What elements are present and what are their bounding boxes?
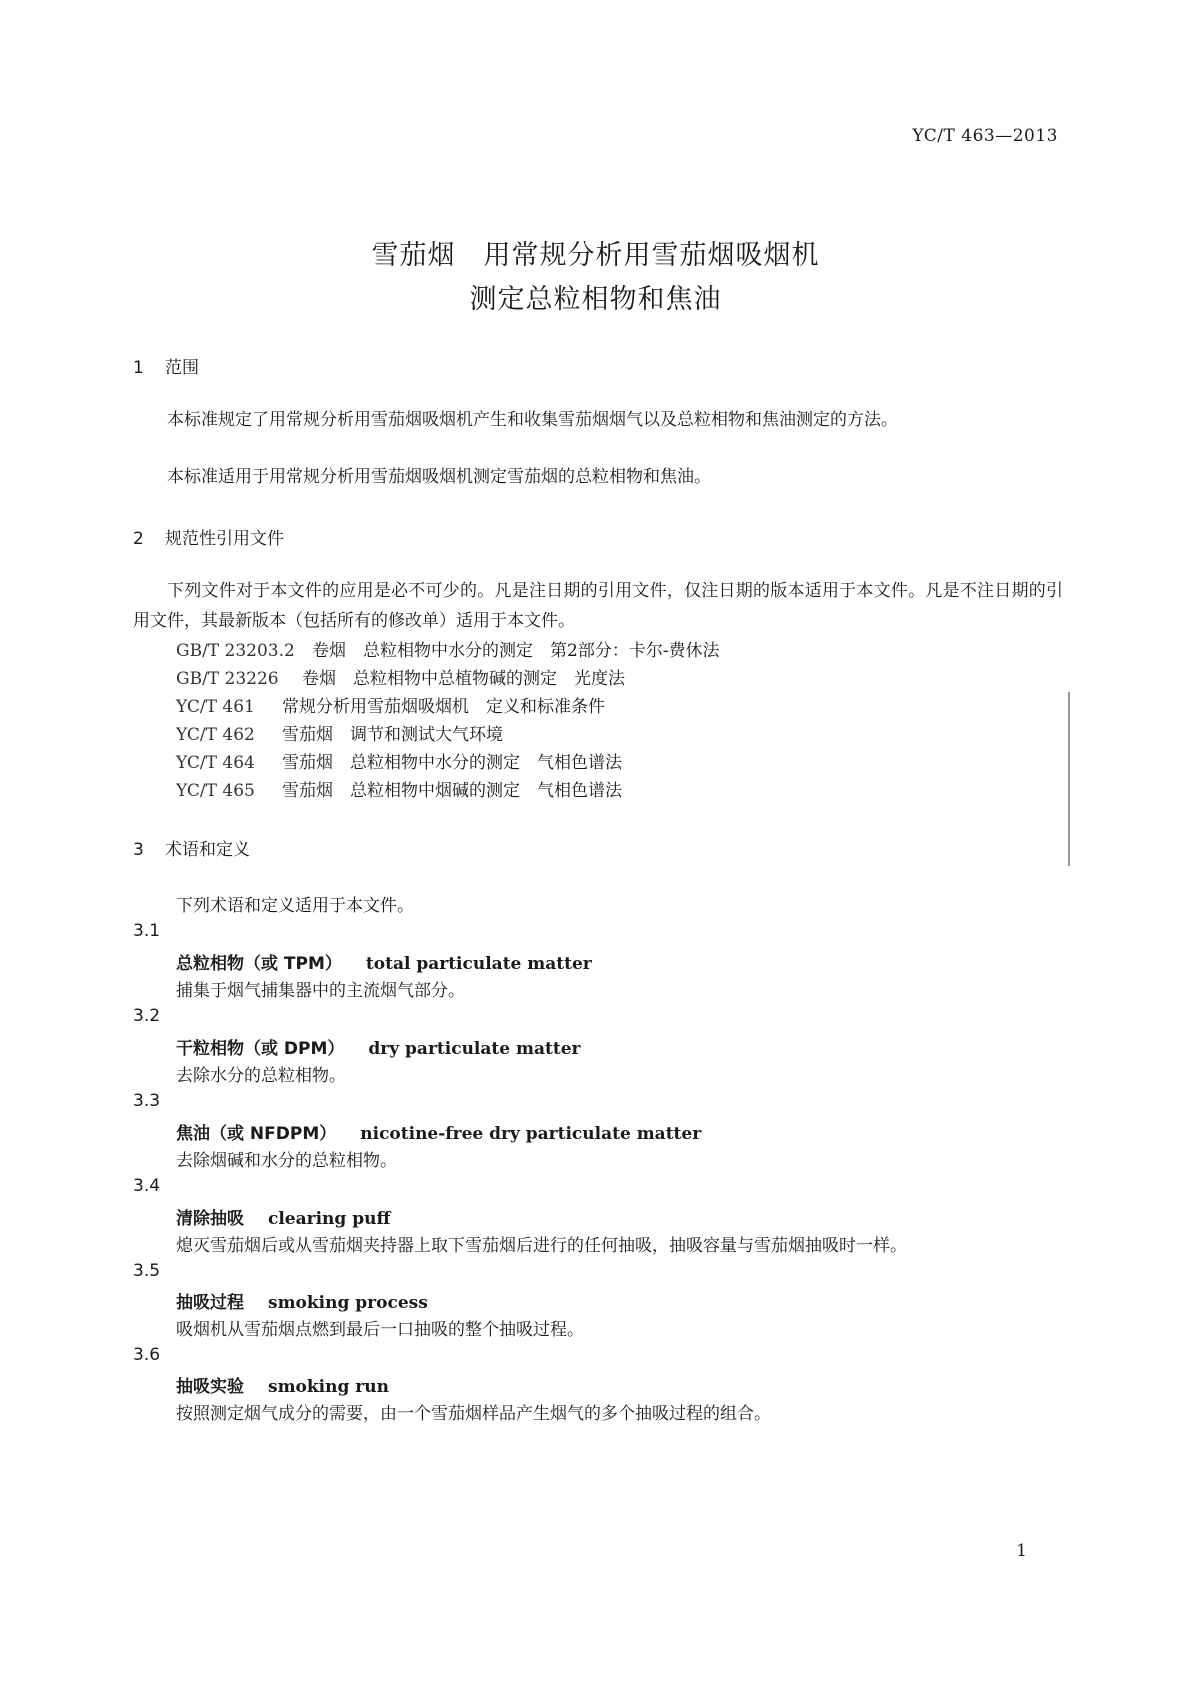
section-title: 规范性引用文件 <box>165 529 284 549</box>
reference-item <box>176 636 720 661</box>
term-english: smoking process <box>268 1293 428 1313</box>
section-heading-terms-definitions <box>133 835 250 860</box>
term-number: 3.3 <box>133 1091 161 1111</box>
page-number: 1 <box>1016 1541 1027 1561</box>
term-number: 3.6 <box>133 1345 161 1365</box>
term-definition: 吸烟机从雪茄烟点燃到最后一口抽吸的整个抽吸过程。 <box>176 1320 584 1340</box>
references-intro: 下列文件对于本文件的应用是必不可少的。凡是注日期的引用文件，仅注日期的版本适用于本文件。凡是不注日期的引用文件，其最新版本（包括所有的修改单）适用于本文件。 <box>133 581 1063 631</box>
reference-title: 卷烟 总粒相物中水分的测定 第2部分：卡尔-费休法 <box>312 641 720 661</box>
term-english: total particulate matter <box>365 954 592 974</box>
section-number: 2 <box>133 529 144 549</box>
term-definition: 熄灭雪茄烟后或从雪茄烟夹持器上取下雪茄烟后进行的任何抽吸，抽吸容量与雪茄烟抽吸时一样。 <box>176 1236 907 1256</box>
reference-item <box>176 692 605 717</box>
section-title: 范围 <box>165 358 199 378</box>
reference-code: YC/T 465 <box>176 781 255 801</box>
term-definition: 去除烟碱和水分的总粒相物。 <box>176 1151 397 1171</box>
section-number: 1 <box>133 358 144 378</box>
reference-item <box>176 664 625 689</box>
term-heading <box>176 1288 428 1313</box>
reference-code: YC/T 462 <box>176 725 255 745</box>
term-number: 3.4 <box>133 1176 161 1196</box>
scope-paragraph-1: 本标准规定了用常规分析用雪茄烟吸烟机产生和收集雪茄烟烟气以及总粒相物和焦油测定的方法。 <box>167 410 898 430</box>
reference-code: YC/T 461 <box>176 697 255 717</box>
section-heading-normative-references <box>133 524 284 549</box>
term-number: 3.5 <box>133 1261 161 1281</box>
terms-intro: 下列术语和定义适用于本文件。 <box>176 896 414 916</box>
term-heading <box>176 1034 580 1059</box>
document-title-line2: 测定总粒相物和焦油 <box>469 284 722 315</box>
reference-item <box>176 748 622 773</box>
term-english: dry particulate matter <box>368 1039 581 1059</box>
section-number: 3 <box>133 840 144 860</box>
term-chinese: 焦油（或 NFDPM） <box>176 1124 337 1144</box>
term-number: 3.1 <box>133 921 161 941</box>
term-chinese: 清除抽吸 <box>176 1209 244 1229</box>
term-heading <box>176 1372 389 1397</box>
reference-code: GB/T 23203.2 <box>176 641 295 661</box>
term-definition: 捕集于烟气捕集器中的主流烟气部分。 <box>176 981 465 1001</box>
term-definition: 去除水分的总粒相物。 <box>176 1066 346 1086</box>
document-title-line1: 雪茄烟 用常规分析用雪茄烟吸烟机 <box>371 240 820 271</box>
reference-title: 雪茄烟 调节和测试大气环境 <box>282 725 503 745</box>
reference-item <box>176 776 622 801</box>
term-number: 3.2 <box>133 1006 161 1026</box>
reference-title: 卷烟 总粒相物中总植物碱的测定 光度法 <box>302 669 625 689</box>
term-english: smoking run <box>268 1377 389 1397</box>
scope-paragraph-2: 本标准适用于用常规分析用雪茄烟吸烟机测定雪茄烟的总粒相物和焦油。 <box>167 467 711 487</box>
reference-title: 雪茄烟 总粒相物中烟碱的测定 气相色谱法 <box>282 781 622 801</box>
term-chinese: 总粒相物（或 TPM） <box>176 954 342 974</box>
reference-title: 常规分析用雪茄烟吸烟机 定义和标准条件 <box>282 697 605 717</box>
term-chinese: 抽吸实验 <box>176 1377 244 1397</box>
change-bar <box>1068 692 1070 866</box>
reference-code: GB/T 23226 <box>176 669 279 689</box>
term-english: nicotine-free dry particulate matter <box>360 1124 702 1144</box>
section-title: 术语和定义 <box>165 840 250 860</box>
reference-code: YC/T 464 <box>176 753 255 773</box>
term-heading <box>176 1204 390 1229</box>
reference-title: 雪茄烟 总粒相物中水分的测定 气相色谱法 <box>282 753 622 773</box>
term-definition: 按照测定烟气成分的需要，由一个雪茄烟样品产生烟气的多个抽吸过程的组合。 <box>176 1404 771 1424</box>
term-english: clearing puff <box>268 1209 391 1229</box>
term-chinese: 抽吸过程 <box>176 1293 244 1313</box>
reference-item <box>176 720 503 745</box>
term-heading <box>176 949 592 974</box>
term-chinese: 干粒相物（或 DPM） <box>176 1039 345 1059</box>
standard-code: YC/T 463—2013 <box>912 126 1058 146</box>
term-heading <box>176 1119 701 1144</box>
section-heading-scope <box>133 353 199 378</box>
